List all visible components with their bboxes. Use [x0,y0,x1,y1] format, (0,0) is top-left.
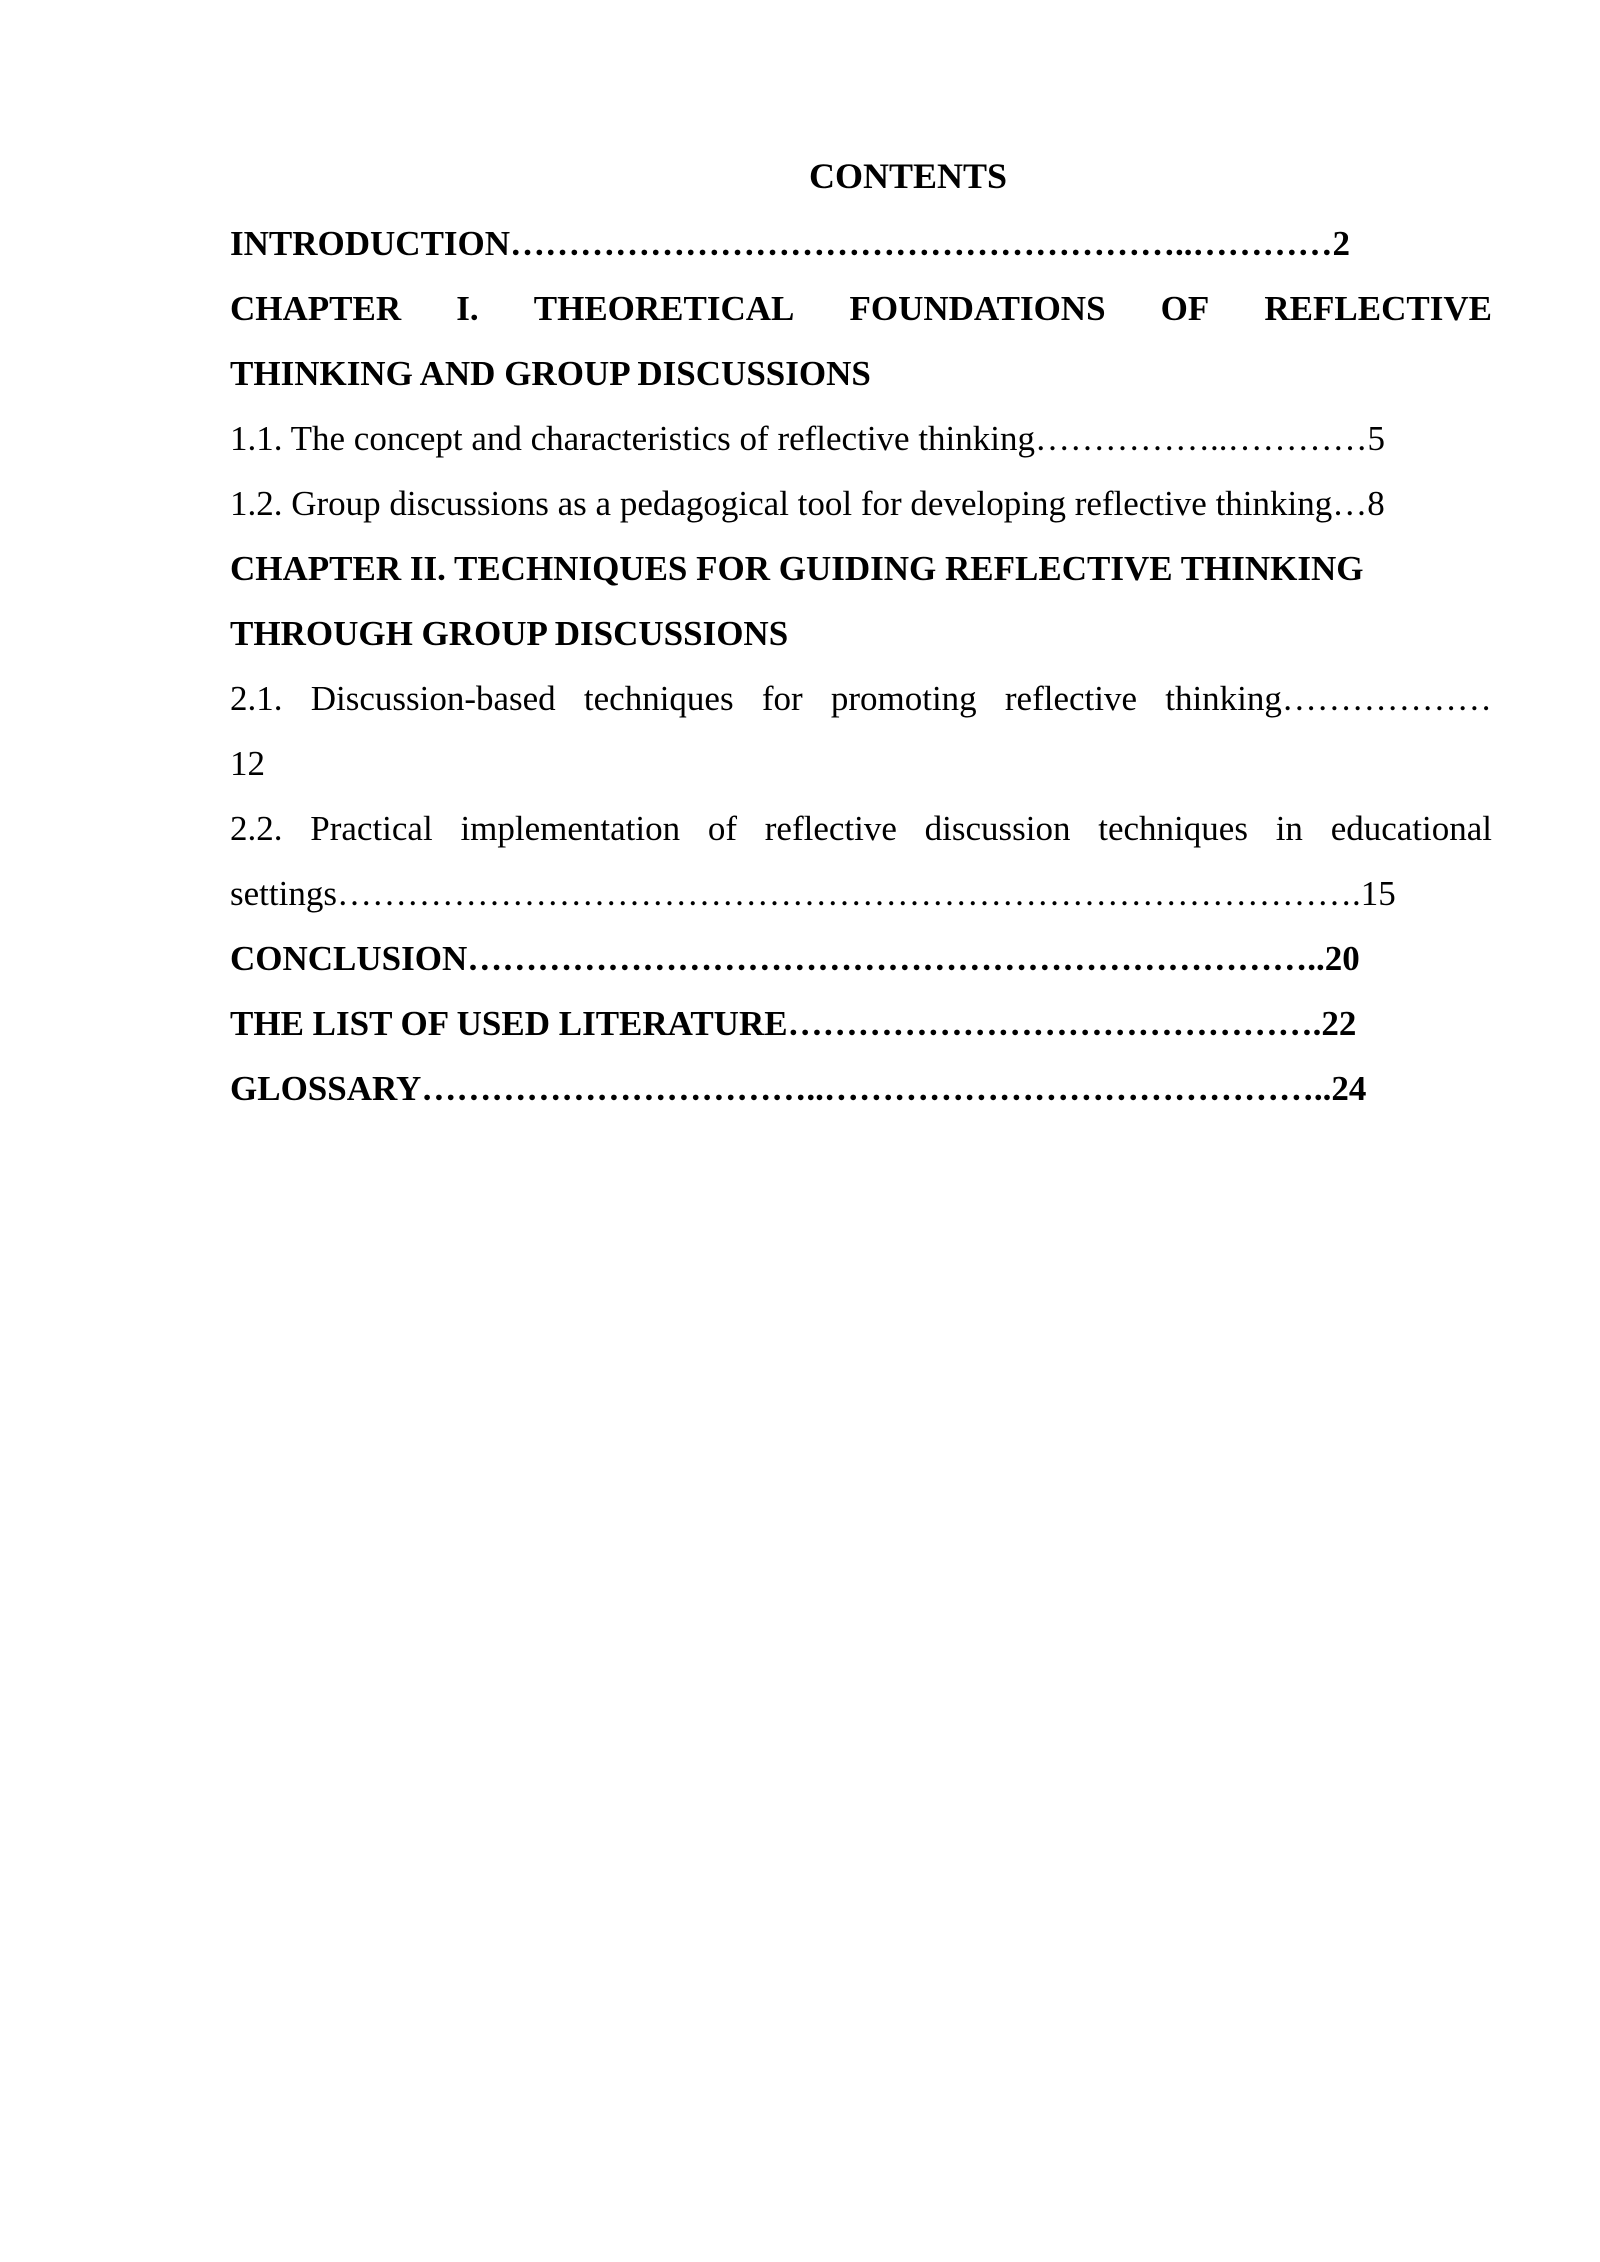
toc-word: reflective [1004,679,1138,718]
toc-word: educational [1330,809,1492,848]
toc-word: CHAPTER [230,289,402,328]
toc-word: THEORETICAL [533,289,795,328]
toc-entry-section-2-2-line-2: settings…………………………………………………………………………….15 [230,874,1396,913]
toc-word: for [761,679,803,718]
toc-entry-chapter-2-line-2: THROUGH GROUP DISCUSSIONS [230,614,789,653]
toc-entry-section-2-1-line-2: 12 [230,744,265,783]
toc-word: in [1275,809,1303,848]
toc-word: Practical [310,809,433,848]
toc-word: REFLECTIVE [1264,289,1492,328]
toc-entry-section-2-2-line-1 [230,796,1492,861]
toc-word: discussion [924,809,1071,848]
toc-word: thinking……………… [1165,679,1492,718]
contents-heading: CONTENTS [808,156,1008,196]
toc-word: FOUNDATIONS [849,289,1106,328]
toc-word: I. [456,289,479,328]
toc-word: implementation [460,809,681,848]
toc-entry-section-1-2: 1.2. Group discussions as a pedagogical tool for developing reflective thinking…8 [230,484,1385,523]
toc-entry-chapter-1-line-1 [230,276,1492,341]
toc-entry-introduction: INTRODUCTION…………………………………………………..…………2 [230,224,1351,263]
toc-entry-section-1-1: 1.1. The concept and characteristics of reflective thinking……………..…………5 [230,419,1385,458]
table-of-contents [230,146,1492,1121]
toc-word: OF [1160,289,1210,328]
toc-word: promoting [830,679,977,718]
toc-word: of [707,809,738,848]
toc-word: 2.1. [230,679,283,718]
toc-word: reflective [764,809,897,848]
toc-entry-section-2-1-line-1 [230,666,1492,731]
toc-word: Discussion-based [310,679,556,718]
toc-word: 2.2. [230,809,283,848]
toc-entry-glossary: GLOSSARY……………………………..……………………………………..24 [230,1069,1367,1108]
toc-entry-chapter-2-line-1: CHAPTER II. TECHNIQUES FOR GUIDING REFLECTIVE THINKING [230,549,1364,588]
toc-entry-chapter-1-line-2: THINKING AND GROUP DISCUSSIONS [230,354,871,393]
toc-entry-literature: THE LIST OF USED LITERATURE……………………………………….22 [230,1004,1357,1043]
toc-entry-conclusion: CONCLUSION………………………………………………………………..20 [230,939,1360,978]
toc-word: techniques [1098,809,1248,848]
toc-word: techniques [583,679,734,718]
